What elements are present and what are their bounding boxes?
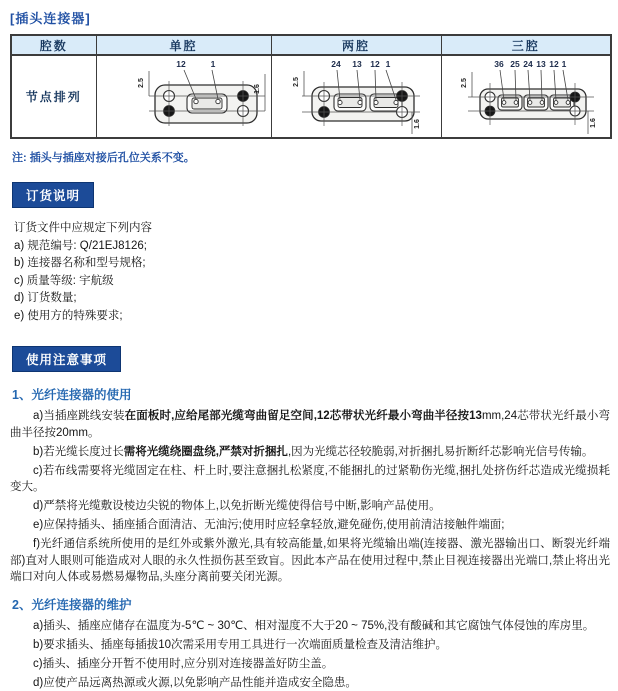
diagram-cell-double xyxy=(271,55,441,138)
pin-label: 25 xyxy=(510,59,520,69)
diagram-cell-triple xyxy=(441,55,611,138)
usage-1-paragraph-d: d)严禁将光缆敷设棱边尖锐的物体上,以免折断光缆使得信号中断,影响产品使用。 xyxy=(10,498,610,515)
dim-label: 2.5 xyxy=(461,78,468,88)
table-header-double-cavity: 两腔 xyxy=(271,35,441,55)
usage-subsection-1-title: 1、光纤连接器的使用 xyxy=(12,385,610,403)
pin-label: 13 xyxy=(352,59,362,69)
usage-1-paragraph-c: c)若布线需要将光缆固定在柱、杆上时,要注意捆扎松紧度,不能捆扎的过紧勒伤光缆,捆扎处挤伤纤芯造成光缆损耗变大。 xyxy=(10,463,610,496)
dim-label: 1.6 xyxy=(414,119,421,129)
table-header-single-cavity: 单腔 xyxy=(96,35,271,55)
usage-1-paragraph-b: b)若光缆长度过长需将光缆绕圈盘绕,严禁对折捆扎,因为光缆芯径较脆弱,对折捆扎易折断纤芯影响光信号传输。 xyxy=(10,444,610,461)
ordering-section-badge: 订货说明 xyxy=(12,182,94,208)
connector-outline xyxy=(155,85,257,123)
ordering-item-b: b) 连接器名称和型号规格; xyxy=(14,255,610,273)
pin-label: 1 xyxy=(210,59,215,69)
table-note: 注: 插头与插座对接后孔位关系不变。 xyxy=(12,149,610,165)
table-header-row xyxy=(11,35,611,55)
usage-2-paragraph-a: a)插头、插座应储存在温度为-5℃ ~ 30℃、相对湿度不大于20 ~ 75%,没有酸碱和其它腐蚀气体侵蚀的库房里。 xyxy=(10,618,610,635)
connector-outline xyxy=(312,87,414,121)
pin-label: 12 xyxy=(176,59,186,69)
double-cavity-diagram xyxy=(272,56,442,137)
pin-label: 36 xyxy=(494,59,504,69)
pin-label: 12 xyxy=(370,59,380,69)
table-header-cavity-count: 腔数 xyxy=(11,35,96,55)
ordering-intro: 订货文件中应规定下列内容 xyxy=(14,220,610,238)
triple-cavity-diagram xyxy=(442,56,612,137)
dim-label: 1.6 xyxy=(254,84,261,94)
connector-outline xyxy=(480,89,586,119)
ordering-item-c: c) 质量等级: 宇航级 xyxy=(14,273,610,291)
pin-label: 1 xyxy=(385,59,390,69)
dim-label: 2.5 xyxy=(293,77,300,87)
diagram-cell-single xyxy=(96,55,271,138)
table-body-row xyxy=(11,55,611,138)
pin-label: 13 xyxy=(536,59,546,69)
ordering-content xyxy=(14,220,610,325)
pin-label: 12 xyxy=(549,59,559,69)
pin-label: 1 xyxy=(561,59,566,69)
usage-2-paragraph-c: c)插头、插座分开暂不使用时,应分别对连接器盖好防尘盖。 xyxy=(10,656,610,673)
connector-table xyxy=(10,34,612,139)
ordering-item-d: d) 订货数量; xyxy=(14,290,610,308)
ordering-item-a: a) 规范编号: Q/21EJ8126; xyxy=(14,238,610,256)
dim-label: 2.5 xyxy=(138,78,145,88)
pin-label: 24 xyxy=(331,59,341,69)
row-label-node-arrangement: 节点排列 xyxy=(11,55,96,138)
page-title: [插头连接器] xyxy=(10,8,610,27)
pin-label: 24 xyxy=(523,59,533,69)
usage-subsection-2-title: 2、光纤连接器的维护 xyxy=(12,595,610,613)
dim-label: 1.6 xyxy=(590,118,597,128)
table-header-triple-cavity: 三腔 xyxy=(441,35,611,55)
ordering-item-e: e) 使用方的特殊要求; xyxy=(14,308,610,326)
usage-1-paragraph-f: f)光纤通信系统所使用的是红外或紫外激光,具有较高能量,如果将光缆输出端(连接器、激光器输出口、断裂光纤端部)直对人眼则可能造成对人眼的永久性损伤甚至致盲。因此本产品在使用过程中,禁止目视连接器出光端口,禁止将出光端口对向人体或易燃易爆物品,头座分离前要关闭光源。 xyxy=(10,536,610,586)
usage-1-paragraph-e: e)应保持插头、插座插合面清洁、无油污;使用时应轻拿轻放,避免碰伤,使用前清洁接触件端面; xyxy=(10,517,610,534)
usage-2-paragraph-d: d)应使产品远离热源或火源,以免影响产品性能并造成安全隐患。 xyxy=(10,675,610,691)
usage-section-badge: 使用注意事项 xyxy=(12,346,121,372)
single-cavity-diagram xyxy=(97,56,272,137)
usage-1-paragraph-a: a)当插座跳线安装在面板时,应给尾部光缆弯曲留足空间,12芯带状光纤最小弯曲半径按13mm,24芯带状光纤最小弯曲半径按20mm。 xyxy=(10,408,610,441)
usage-2-paragraph-b: b)要求插头、插座每插拔10次需采用专用工具进行一次端面质量检查及清洁维护。 xyxy=(10,637,610,654)
